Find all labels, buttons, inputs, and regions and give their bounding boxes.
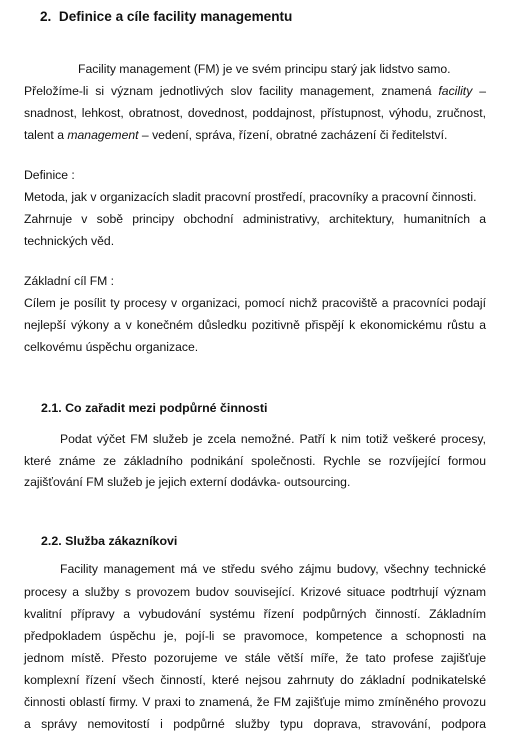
chapter-number: 2.	[40, 9, 52, 24]
section-2-2-line-5: jednom místě. Přesto pozorujeme ve stále větší míře, že tato profese zajišťuje	[24, 651, 486, 665]
cil-line-1: Cílem je posílit ty procesy v organizaci, pomocí nichž pracoviště a pracovníci podají	[24, 296, 486, 310]
intro-line-1: Facility management (FM) je ve svém principu starý jak lidstvo samo.	[78, 62, 451, 76]
definice-line-2: Zahrnuje v sobě principy obchodní administrativy, architektury, humanitních a	[24, 212, 486, 226]
intro-line-2: Přeložíme-li si význam jednotlivých slov facility management, znamená facility –	[24, 84, 487, 98]
chapter-title: Definice a cíle facility managementu	[58, 9, 293, 24]
cil-line-3: celkovému úspěchu organizace.	[24, 340, 199, 354]
section-2-2-line-7: činnosti oblastí firmy. V praxi to znamená, že FM zajišťuje mimo zmíněného provozu	[24, 695, 486, 709]
intro-line-3: snadnost, lehkost, obratnost, dovednost, poddajnost, přístupnost, výhodu, zručnost,	[24, 106, 486, 120]
intro-management-term: management	[67, 128, 139, 142]
section-2-1-heading: 2.1. Co zařadit mezi podpůrné činnosti	[41, 401, 268, 415]
section-2-2-line-3: kvalitní přípravy a vybudování systému řízení podpůrných činností. Základním	[24, 607, 486, 621]
section-2-2-heading: 2.2. Služba zákazníkovi	[41, 534, 178, 548]
section-2-1-line-1: Podat výčet FM služeb je zcela nemožné. Patří k nim totiž veškeré procesy,	[60, 432, 486, 446]
chapter-heading	[40, 9, 502, 25]
definice-label: Definice :	[24, 168, 75, 182]
section-2-2-line-8: a správy nemovitostí i podpůrné služby typu doprava, stravování, podpora	[24, 717, 486, 731]
section-2-2-line-2: procesy a služby s provozem budov související. Krizové situace podtrhují význam	[24, 585, 486, 599]
section-2-2-line-4: předpokladem úspěchu je, pojí-li se pravomoce, kompetence a schopnosti na	[24, 629, 486, 643]
definice-line-1: Metoda, jak v organizacích sladit pracovní prostředí, pracovníky a pracovní činnosti.	[24, 190, 477, 204]
intro-line-4: talent a management – vedení, správa, řízení, obratné zacházení či ředitelství.	[24, 128, 448, 142]
section-2-2-line-6: komplexní řízení všech činností, které nejsou zahrnuty do základní podnikatelské	[24, 673, 486, 687]
intro-facility-term: facility	[438, 84, 473, 98]
section-2-1-line-3: zajišťování FM služeb je jejich externí dodávka- outsourcing.	[24, 475, 351, 489]
section-2-1-line-2: které známe ze základního podnikání společnosti. Rychle se rozvíjející formou	[24, 454, 486, 468]
section-2-2-line-1: Facility management má ve středu svého zájmu budovy, všechny technické	[60, 562, 486, 576]
definice-line-3: technických věd.	[24, 234, 115, 248]
cil-line-2: nejlepší výkony a v konečném důsledku pozitivně přispějí k ekonomickému růstu a	[24, 318, 486, 332]
cil-label: Základní cíl FM :	[24, 274, 115, 288]
